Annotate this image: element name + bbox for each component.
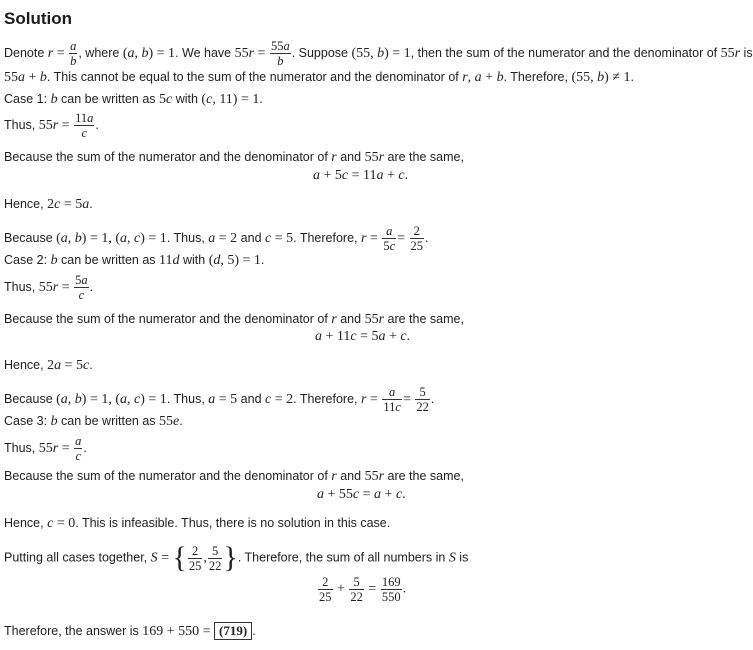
text: . Thus, [166, 230, 209, 245]
fraction: $\frac{2}{25}$ [410, 224, 424, 253]
text: Because [4, 230, 57, 245]
text: . Therefore, [503, 70, 572, 84]
intro-line-1: Denote r = $\frac{a}{b}$ , where (a, b) = 1. We have 55r = $\frac{55a}{b}$ . Suppose (55, b) = 1, then the sum of the numerator and the denominator of 55r is [4, 39, 753, 68]
text: Because the sum of the numerator and the denominator of [4, 469, 332, 483]
text: Thus, [4, 117, 39, 132]
case1-heading: Case 1: b can be written as 5c with (c, 11) = 1. [4, 92, 263, 107]
case2-hence: Hence, 2a = 5c. [4, 358, 93, 373]
text: with [179, 253, 209, 267]
text: Case 2: [4, 253, 51, 267]
text: with [172, 92, 202, 106]
final-answer-line: Therefore, the answer is 169 + 550 = (719) . [4, 623, 256, 639]
text: , then the sum of the numerator and the denominator of [410, 45, 721, 60]
fraction: $\frac{5a}{c}$ [75, 273, 88, 302]
text: . This cannot be equal to the sum of the numerator and the denominator of [46, 70, 463, 84]
case1-because: Because the sum of the numerator and the denominator of r and 55r are the same, [4, 150, 464, 165]
case3-equation: a + 55c = a + c. [317, 487, 406, 502]
text: Case 3: [4, 414, 51, 428]
fraction: $\frac{2}{25}$ [188, 543, 202, 573]
text: are the same, [384, 312, 464, 326]
text: Hence, [4, 197, 48, 211]
text: . Therefore, the sum of all numbers in [237, 550, 449, 565]
fraction: $\frac{169}{550}$ [381, 575, 401, 604]
case2-thus: Thus, 55r = $\frac{5a}{c}$ . [4, 273, 94, 302]
case1-equation: a + 5c = 11a + c. [313, 168, 409, 183]
fraction: $\frac{11a}{c}$ [75, 111, 94, 140]
case2-result: Because (a, b) = 1, (a, c) = 1. Thus, a = 5 and c = 2. Therefore, r = $\frac{a}{11c}$ = $\frac{5}{22}$ . [4, 385, 435, 414]
fraction: $\frac{5}{22}$ [208, 543, 222, 573]
text: is [455, 550, 469, 565]
case3-thus: Thus, 55r = $\frac{a}{c}$ . [4, 434, 87, 463]
intro-line-2: 55a + b. This cannot be equal to the sum of the numerator and the denominator of r, a + b. Therefore, (55, b) ≠ 1. [4, 70, 634, 85]
together-line: Putting all cases together, S = { $\frac{2}{25}$ , $\frac{5}{22}$ }. Therefore, the sum of all numbers in S is [4, 541, 469, 574]
fraction: $\frac{5}{22}$ [416, 385, 429, 414]
fraction: $\frac{a}{11c}$ [383, 385, 401, 414]
fraction: $\frac{2}{25}$ [319, 575, 332, 604]
solution-title: Solution [4, 9, 72, 28]
text: Because the sum of the numerator and the denominator of [4, 312, 332, 326]
fraction: $\frac{a}{b}$ [70, 39, 77, 68]
text: is [740, 45, 753, 60]
text: can be written as [57, 414, 160, 428]
text: . Therefore, [293, 230, 361, 245]
text: and [237, 391, 265, 406]
text: and [237, 230, 265, 245]
text: and [336, 312, 365, 326]
answer-box: (719) [214, 622, 252, 640]
text: Thus, [4, 440, 39, 455]
text: . Thus, [166, 391, 209, 406]
text: Therefore, the answer is [4, 624, 143, 638]
text: are the same, [384, 469, 464, 483]
text: Case 1: [4, 92, 51, 106]
solution-document [4, 0, 753, 650]
text: and [336, 469, 365, 483]
case1-hence: Hence, 2c = 5a. [4, 197, 93, 212]
case3-heading: Case 3: b can be written as 55e. [4, 414, 183, 429]
case1-result: Because (a, b) = 1, (a, c) = 1. Thus, a = 2 and c = 5. Therefore, r = $\frac{a}{5c}$ = $\frac{2}{25}$ . [4, 224, 429, 253]
text: Hence, [4, 358, 48, 372]
text: . Therefore, [293, 391, 361, 406]
fraction: $\frac{5}{22}$ [350, 575, 363, 604]
text: . Suppose [291, 45, 352, 60]
text: . We have [175, 45, 235, 60]
case2-heading: Case 2: b can be written as 11d with (d, 5) = 1. [4, 253, 265, 268]
text: are the same, [384, 150, 464, 164]
text: Because the sum of the numerator and the denominator of [4, 150, 332, 164]
text: . This is infeasible. Thus, there is no solution in this case. [75, 516, 391, 530]
text: Because [4, 391, 57, 406]
case2-equation: a + 11c = 5a + c. [315, 329, 411, 344]
fraction: $\frac{55a}{b}$ [270, 39, 290, 68]
text: and [336, 150, 365, 164]
case2-because: Because the sum of the numerator and the denominator of r and 55r are the same, [4, 312, 464, 327]
text: can be written as [57, 92, 160, 106]
text: can be written as [57, 253, 160, 267]
case3-because: Because the sum of the numerator and the denominator of r and 55r are the same, [4, 469, 464, 484]
text: Hence, [4, 516, 48, 530]
fraction: $\frac{a}{c}$ [75, 434, 82, 463]
text: Thus, [4, 279, 39, 294]
case1-thus: Thus, 55r = $\frac{11a}{c}$ . [4, 111, 99, 140]
text: , where [78, 45, 123, 60]
fraction: $\frac{a}{5c}$ [383, 224, 396, 253]
case3-hence: Hence, c = 0. This is infeasible. Thus, there is no solution in this case. [4, 516, 391, 531]
text: Denote [4, 45, 48, 60]
sum-equation: $\frac{2}{25}$ + $\frac{5}{22}$ = $\frac{169}{550}$ . [319, 575, 407, 604]
text: Putting all cases together, [4, 550, 151, 565]
